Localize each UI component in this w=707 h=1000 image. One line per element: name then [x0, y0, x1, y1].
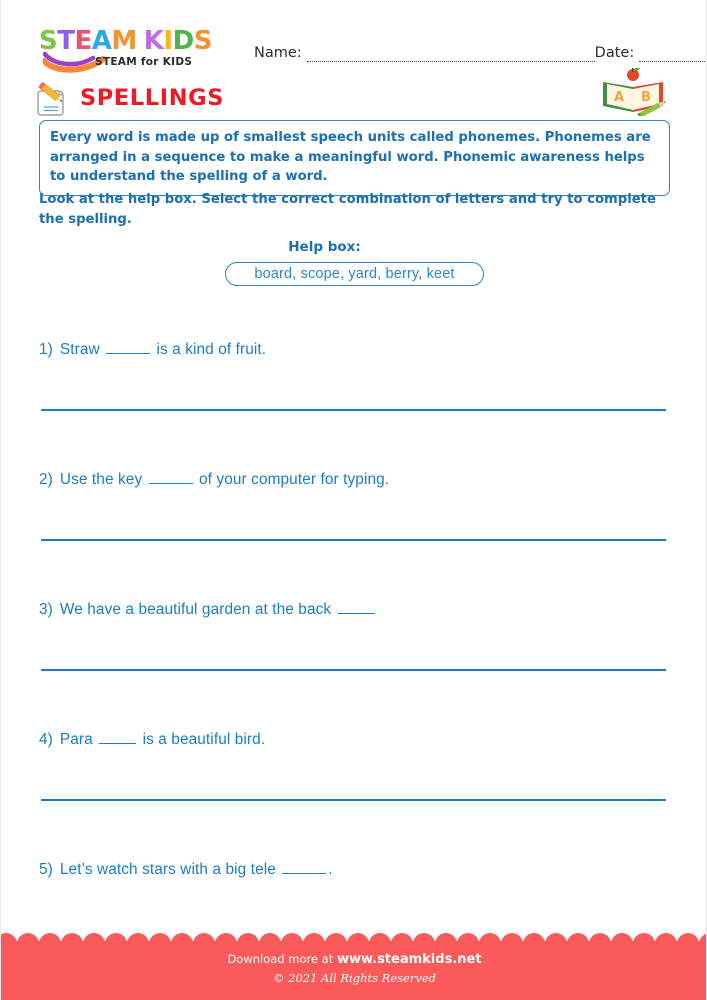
logo-letter: M: [111, 26, 137, 56]
help-box-title: Help box:: [288, 239, 361, 255]
question-item: [1, 730, 707, 860]
question-text: [39, 340, 266, 359]
question-text: [39, 470, 389, 489]
logo-letter: S: [39, 26, 58, 56]
question-number: 1): [39, 341, 53, 358]
footer-site-link[interactable]: www.steamkids.net: [336, 952, 482, 967]
info-box: [39, 120, 670, 196]
logo-letter: T: [57, 26, 75, 56]
name-input-line[interactable]: [307, 49, 595, 62]
logo-letter: D: [172, 26, 194, 56]
logo-letter: S: [193, 26, 212, 56]
question-text-before: Para: [59, 731, 98, 748]
logo-letter-gap: [137, 28, 144, 54]
question-text: [39, 600, 377, 619]
question-text-after: is a beautiful bird.: [138, 731, 266, 748]
question-text-after: .: [328, 861, 333, 878]
question-number: 4): [39, 731, 53, 748]
pencil-paper-icon: [34, 82, 70, 116]
question-blank[interactable]: [282, 860, 326, 874]
answer-line[interactable]: [41, 799, 666, 801]
answer-line[interactable]: [41, 539, 666, 541]
question-text: [39, 860, 333, 879]
answer-line[interactable]: [41, 669, 666, 671]
logo-letter: E: [74, 26, 92, 56]
logo-letter: I: [163, 26, 173, 56]
questions-list: [1, 340, 707, 990]
question-text-before: Straw: [59, 341, 105, 358]
page-title: SPELLINGS: [80, 85, 225, 111]
question-item: [1, 600, 707, 730]
question-blank[interactable]: [338, 600, 375, 614]
logo-letter: A: [91, 26, 112, 56]
question-text-after: is a kind of fruit.: [152, 341, 267, 358]
logo-tagline: STEAM for KIDS: [95, 56, 193, 68]
question-blank[interactable]: [99, 730, 136, 744]
date-label: Date:: [594, 45, 635, 61]
name-label: Name:: [254, 45, 302, 61]
question-text-before: We have a beautiful garden at the back: [59, 601, 336, 618]
svg-text:A: A: [613, 90, 625, 105]
name-date-row: [254, 38, 684, 62]
page-footer: [1, 932, 707, 1000]
question-blank[interactable]: [106, 340, 150, 354]
date-input-line[interactable]: [639, 49, 707, 62]
help-box-words: board, scope, yard, berry, keet: [254, 266, 455, 282]
question-number: 3): [39, 601, 53, 618]
question-text-before: Use the key: [59, 471, 147, 488]
page-header: [1, 0, 707, 78]
question-number: 5): [39, 861, 53, 878]
footer-download-prefix: Download more at: [227, 952, 334, 966]
info-box-text: Every word is made up of smallest speech units called phonemes. Phonemes are arranged in a sequence to make a meaningful word. Phonemic awareness helps to understand the spelling of a word.: [50, 130, 651, 184]
question-number: 2): [39, 471, 53, 488]
question-item: [1, 340, 707, 470]
abc-book-icon: [599, 68, 671, 116]
footer-download-line: [1, 951, 707, 968]
question-text-before: Let’s watch stars with a big tele: [59, 861, 281, 878]
instruction-text: Look at the help box. Select the correct combination of letters and try to complete the spelling.: [39, 192, 656, 227]
footer-body: [1, 943, 707, 1000]
answer-line[interactable]: [41, 409, 666, 411]
help-box: [225, 262, 484, 286]
logo-letter: K: [143, 26, 164, 56]
svg-text:B: B: [641, 90, 651, 105]
question-text: [39, 730, 265, 749]
question-text-after: of your computer for typing.: [194, 471, 390, 488]
question-blank[interactable]: [149, 470, 193, 484]
question-item: [1, 470, 707, 600]
footer-copyright: © 2021 All Rights Reserved: [272, 971, 436, 985]
steam-kids-logo: [39, 28, 234, 76]
